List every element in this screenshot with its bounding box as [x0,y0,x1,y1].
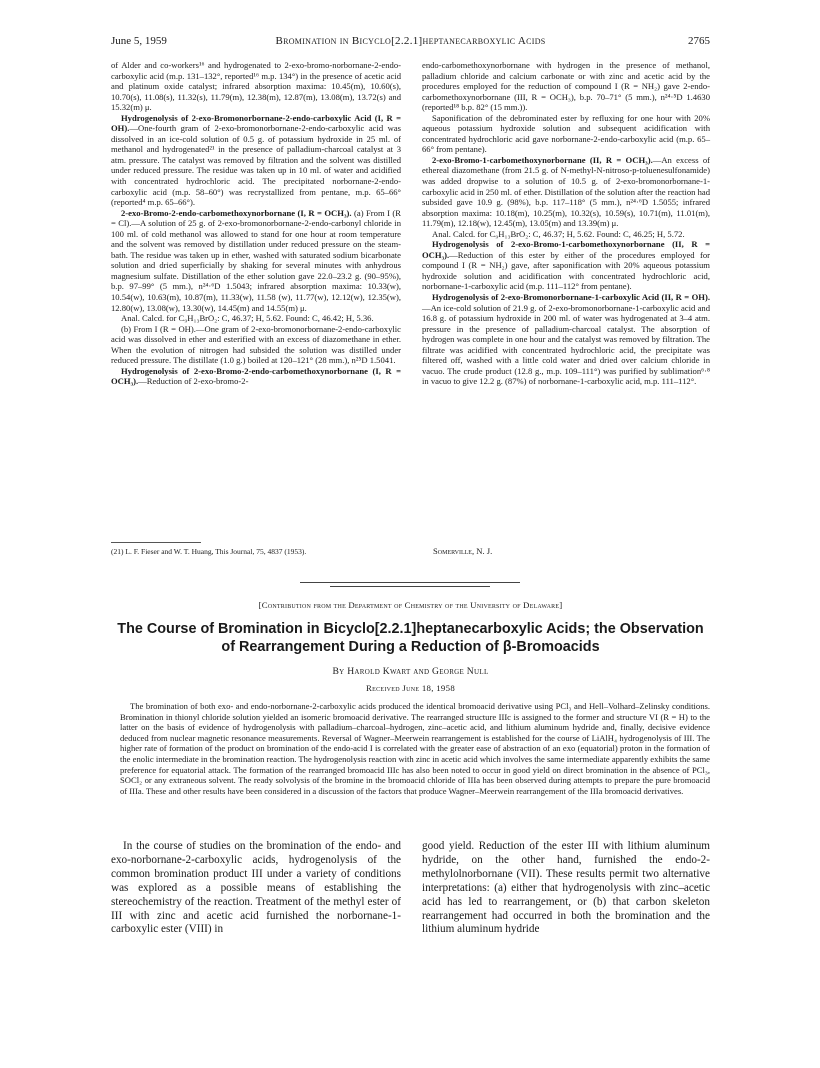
paragraph: Anal. Calcd. for C₉H₁₃BrO₂: C, 46.37; H, 5.62. Found: C, 46.25; H, 5.72. [432,228,685,239]
paragraph [422,155,710,229]
section-heading: Hydrogenolysis of 2-exo-Bromonorbornane-1-carboxylic Acid (II, R = OH). [432,292,710,303]
article-separator [300,582,520,583]
article-separator [330,586,490,587]
section-heading: Hydrogenolysis of 2-exo-Bromo-1-carbomethoxynorbornane (II, R = OCH₃). [422,239,710,260]
body-right-column [422,840,710,937]
paragraph [111,366,401,387]
section-heading: Hydrogenolysis of 2-exo-Bromonorbornane-2-endo-carboxylic Acid (I, R = OH). [111,112,401,134]
paragraph [111,208,401,313]
paragraph: endo-carbomethoxynorbornane with hydrogen in the presence of methanol, palladium chloride and calcium carbonate or with zinc and acetic acid by the procedures employed for the reduction of compound I (R = NH₂) gave 2-endo-carbomethoxynorbornane (III, R = OCH₃), b.p. 70–71° (5 mm.), n²⁴·⁵D 1.4630 (reported¹⁸ b.p. 82° (15 mm.)). [422,60,710,113]
header-title: Bromination in Bicyclo[2.2.1]heptanecarboxylic Acids [275,35,546,47]
article-title: The Course of Bromination in Bicyclo[2.2.1]heptanecarboxylic Acids; the Observation of Rearrangement During a Reduction of β-Bromoacids [117,621,704,655]
location-signature: Somerville, N. J. [433,546,493,556]
abstract [120,701,710,796]
received-date: Received June 18, 1958 [365,683,456,693]
paragraph [111,113,401,208]
body-paragraph: In the course of studies on the bromination of the endo- and exo-norbornane-2-carboxylic acids, hydrogenolysis of the common bromination product III under a variety of conditions was explored as a possible means of establishing the stereochemistry of the reaction. Treatment of the methyl ester of III with zinc and acetic acid furnished the norbornane-1-carboxylic ester (VIII) in [111,840,401,936]
paragraph: of Alder and co-workers¹⁶ and hydrogenated to 2-exo-bromo-norbornane-2-endo-carboxylic acid (m.p. 131–132°, reported¹⁶ m.p. 134°) in the presence of acetic acid and platinum oxide catalyst; infrared absorption maxima: 10.45(m), 10.60(s), 10.70(s), 11.08(s), 11.32(s), 11.79(m), 12.38(m), 12.87(m), 13.08(m), 13.72(s) and 15.32(m) μ. [111,60,401,113]
section-heading: 2-exo-Bromo-2-endo-carbomethoxynorbornane (I, R = OCH₃). [121,207,352,218]
contribution-line: [Contribution from the Department of Chemistry of the University of Delaware] [258,600,563,610]
running-header [111,35,710,51]
section-heading: 2-exo-Bromo-1-carbomethoxynorbornane (II, R = OCH₃). [432,154,653,165]
experimental-right-column [422,60,710,387]
paragraph-text: —One-fourth gram of 2-exo-bromonorbornane-2-endo-carboxylic acid was dissolved in an ice-cold solution of 0.5 g. of potassium hydroxide in 25 ml. of methanol and hydrogenated²¹ in the presence of palladium-charcoal catalyst at 3 atm. pressure. The catalyst was removed by filtration and the solvent was distilled under reduced pressure. The residue was taken up in 10 ml. of water and acidified with concentrated hydrochloric acid. The precipitated norbornane-2-endo-carboxylic acid (m.p. 58–60°) was recrystallized from pentane, m.p. 65–66° (reported⁴ m.p. 65–66°). [111,123,401,208]
paragraph-text: —Reduction of this ester by either of the procedures employed for compound I (R = NH₂) gave, after saponification with 20% aqueous potassium hydroxide solution and acidification with concentrated hydrochloric acid, norbornane-1-carboxylic acid (m.p. 111–112° from pentane). [422,249,710,292]
paragraph-text: —An excess of ethereal diazomethane (from 21.5 g. of N-methyl-N-nitroso-p-toluenesulfonamide) was added dropwise to a solution of 10.5 g. of 2-exo-bromonorbornane-1-carboxylic acid in 250 ml. of ether. Distillation of the solution after the reaction had subsided gave 10.9 g. (98%), b.p. 117–118° (5 mm.), n²⁴·⁶D 1.5055; infrared absorption maxima: 10.18(m), 10.25(m), 10.32(s), 10.59(s), 10.71(m), 11.01(m), 11.79(m), 12.18(w), 12.45(m), 13.05(m) and 13.39(m) μ. [422,154,711,229]
body-left-column [111,840,401,937]
page-number: 2765 [688,35,710,47]
paragraph-text: —An ice-cold solution of 21.9 g. of 2-exo-bromonorbornane-1-carboxylic acid and 16.8 g. of potassium hydroxide in 200 ml. of water was hydrogenated at 3–4 atm. pressure in the presence of palladium-charcoal catalyst. The absorption of hydrogen was complete in one hour and the catalyst was removed by filtration. The filtrate was acidified with concentrated hydrochloric acid, the precipitate was filtered off, washed with a little cold water and dried over calcium chloride in vacuo. The crude product (12.8 g., m.p. 109–111°) was purified by sublimation⁶·⁸ in vacuo to give 12.2 g. (87%) of norbornane-1-carboxylic acid, m.p. 111–112°. [422,302,710,387]
paragraph: Saponification of the debrominated ester by refluxing for one hour with 20% aqueous potassium hydroxide solution and subsequent acidification with concentrated hydrochloric acid gave norbornane-2-endo-carboxylic acid (m.p. 65–66° from pentane). [422,112,710,155]
paragraph-text: (a) From I (R = Cl).—A solution of 25 g. of 2-exo-bromonorbornane-2-endo-carbonyl chloride in 100 ml. of cold methanol was allowed to stand for one hour at room temperature and the solvent was removed by distillation under reduced pressure on the steam-bath. The residue was taken up in ether, washed with saturated sodium bicarbonate solution and dried superficially by shaking for several minutes with anhydrous magnesium sulfate. Distillation of the ether solution gave 22.0–23.2 g. (90–95%), b.p. 97–99° (5 mm.), n²⁴·⁶D 1.5043; infrared absorption maxima: 10.33(w), 10.54(w), 10.63(m), 10.87(m), 11.33(w), 11.58 (w), 11.77(w), 12.12(w), 12.35(w), 12.80(w), 13.08(w), 13.30(w), 14.45(m) and 14.55(m) μ. [111,207,402,313]
header-date: June 5, 1959 [111,35,167,47]
footnote-divider [111,542,201,543]
abstract-text: The bromination of both exo- and endo-norbornane-2-carboxylic acids produced the identical bromoacid derivative using PCl₃ and Hell–Volhard–Zelinsky conditions. Bromination in thionyl chloride solution yielded an isomeric bromoacid derivative. The rearranged structure IIIc is assigned to the former and structure VI (R = H) to the latter on the basis of evidence of hydrogenolysis with palladium–charcoal–hydrogen, zinc–acetic acid, and lithium aluminum hydride and, finally, decisive evidence deduced from nuclear magnetic resonance measurements. Reversal of Wagner–Meerwein rearrangement is established for the course of LiAlH₄ hydrogenolysis of III. The higher rate of formation of the product on bromination of the endo-acid I is correlated with the greater ease of abstraction of an exo (equatorial) proton in the formation of the enolic intermediate in the bromination reaction. The hydrogenolysis reaction with zinc in acetic acid which involves the same intermediate apparently exhibits the same preference for equatorial attack. The formation of the rearranged bromoacid IIIc has also been noted to occur in good yield on direct bromination in the absence of PCl₃, SOCl₂ or any extraneous solvent. The ready solvolysis of the bromine in the bromoacid chloride of IIIa has been observed during attempts to prepare the pure bromoacid of IIIa. These and other results have been considered in a discussion of the factors that produce Wagner–Meerwein rearrangement of the IIIa bromoacid derivatives. [120,701,710,796]
paragraph: Anal. Calcd. for C₉H₁₃BrO₂: C, 46.37; H, 5.62. Found: C, 46.42; H, 5.36. [121,313,374,324]
body-paragraph: good yield. Reduction of the ester III with lithium aluminum hydride, on the other hand, furnished the endo-2-methylolnorbornane (VII). These results permit two alternative interpretations: (a) either that hydrogenolysis with zinc–acetic acid has led to rearrangement, or (b) that carbon skeleton rearrangement had occurred in both the bromination and the lithium aluminum hydride [422,840,710,936]
paragraph [422,239,710,292]
paragraph [422,292,710,387]
section-heading: Hydrogenolysis of 2-exo-Bromo-2-endo-carbomethoxynorbornane (I, R = OCH₃). [111,365,401,387]
experimental-left-column [111,60,401,387]
footnote: (21) L. F. Fieser and W. T. Huang, This Journal, 75, 4837 (1953). [111,547,307,556]
author-line: By Harold Kwart and George Null [332,666,489,677]
paragraph: (b) From I (R = OH).—One gram of 2-exo-bromonorbornane-2-endo-carboxylic acid was dissolved in ether and esterified with an excess of diazomethane in ether. When the evolution of nitrogen had subsided the solution was distilled under reduced pressure. The distillate (1.0 g.) boiled at 120–121° (28 mm.), n²⁵D 1.5041. [111,323,401,366]
paragraph-text: —Reduction of 2-exo-bromo-2- [138,376,249,387]
